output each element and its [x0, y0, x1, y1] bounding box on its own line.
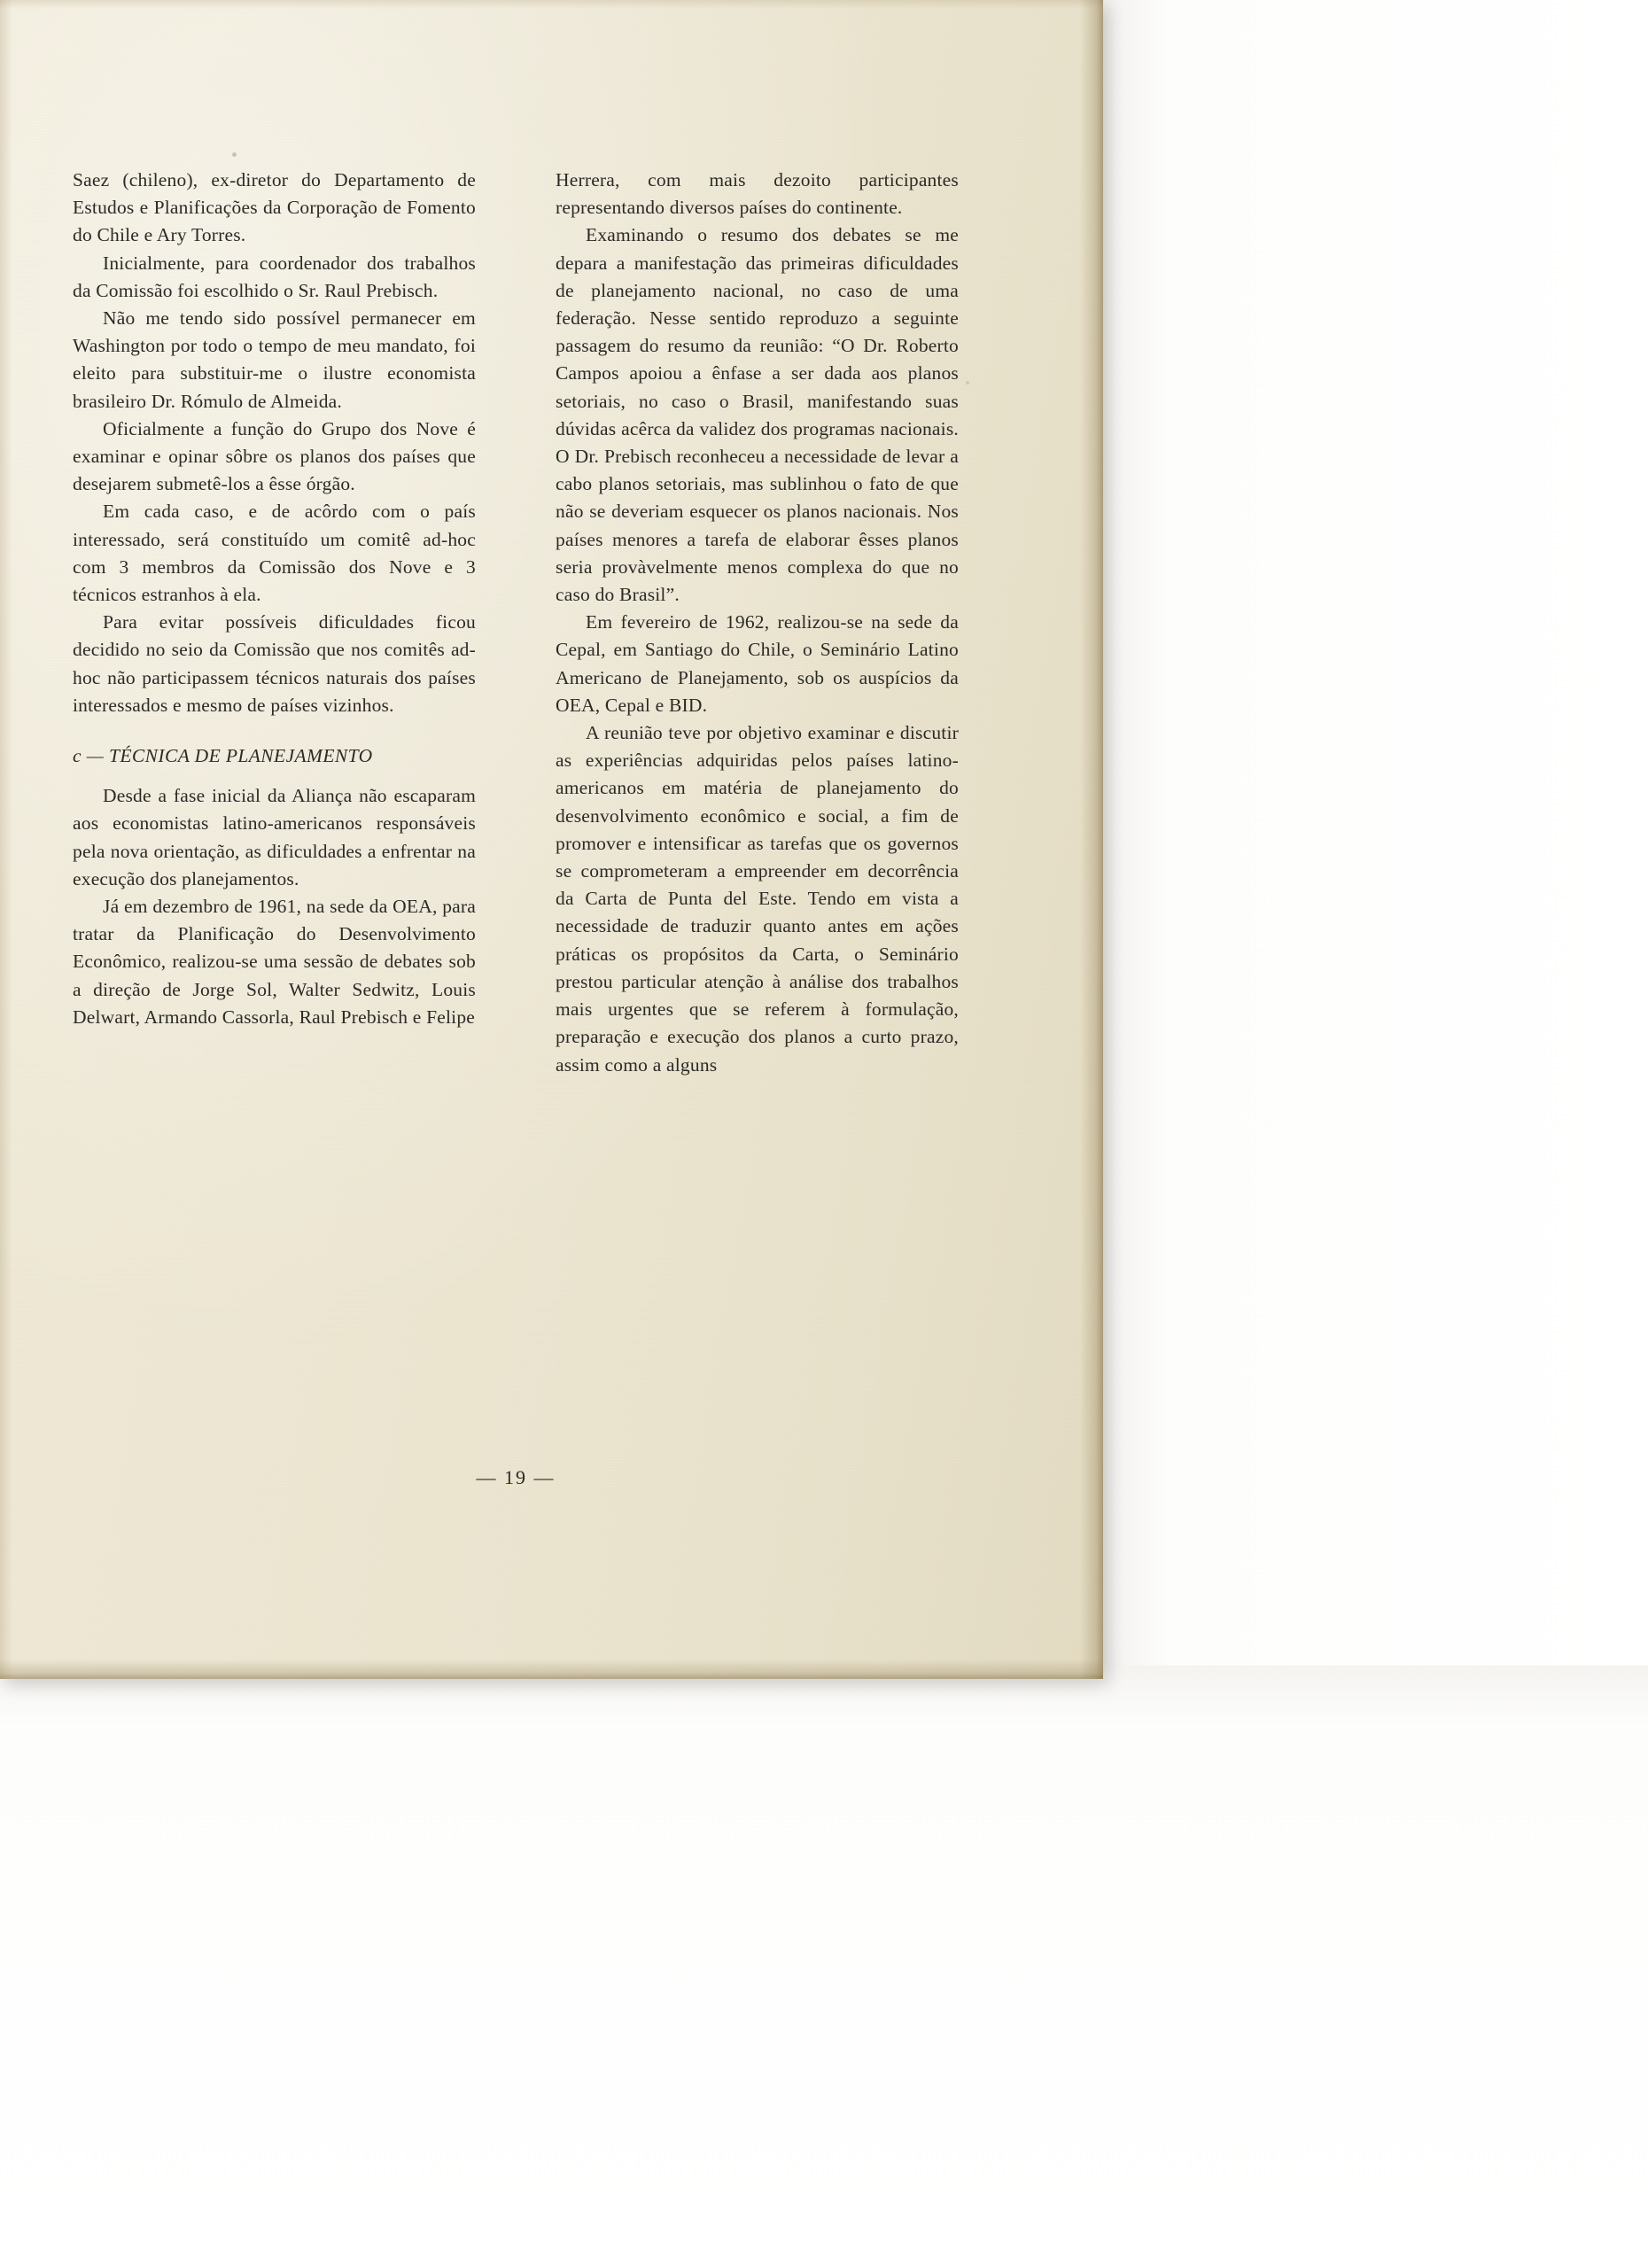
page-edge-right: [1080, 0, 1103, 1679]
section-dash: —: [86, 745, 105, 767]
page-edge-top: [0, 0, 1103, 9]
paragraph: A reunião teve por objetivo examinar e discutir as experiências adquiridas pelos países latino-americanos em matéria de planejamento do desenvolvimento econômico e social, a fim de promover e intensificar as tarefas que os governos se comprometeram a empreender em decorrência da Carta de Punta del Este. Tendo em vista a necessidade de traduzir quanto antes em ações práticas os propósitos da Carta, o Seminário prestou particular atenção à análise dos trabalhos mais urgentes que se referem à formulação, preparação e execução dos planos a curto prazo, assim como a alguns: [556, 722, 959, 1076]
paragraph: Herrera, com mais dezoito participantes representando diversos países do continente.: [556, 169, 959, 219]
paragraph: Examinando o resumo dos debates se me depara a manifestação das primeiras dificuldades de planejamento nacional, no caso de uma federação. Nesse sentido reproduzo a seguinte passagem do resumo da reunião: “O Dr. Roberto Campos apoiou a ênfase a ser dada aos planos setoriais, no caso o Brasil, manifestando suas dúvidas acêrca da validez dos programas nacionais. O Dr. Prebisch reconheceu a necessidade de levar a cabo planos setoriais, mas sublinhou o fato de que não se deveriam esquecer os planos nacionais. Nos países menores a tarefa de elaborar êsses planos seria provàvelmente menos complexa do que no caso do Brasil”.: [556, 224, 959, 606]
page-number: — 19 —: [476, 1466, 556, 1488]
paragraph: Já em dezembro de 1961, na sede da OEA, para tratar da Planificação do Desenvolvimento Econômico, realizou-se uma sessão de debates sob a direção de Jorge Sol, Walter Sedwitz, Louis Delwart, Armando Cassorla, Raul Prebisch e Felipe: [73, 896, 476, 1028]
section-heading: [73, 742, 476, 770]
paragraph: Inicialmente, para coordenador dos trabalhos da Comissão foi escolhido o Sr. Raul Prebisch.: [73, 252, 476, 301]
paragraph: Oficialmente a função do Grupo dos Nove é examinar e opinar sôbre os planos dos países que desejarem submetê-los a êsse órgão.: [73, 417, 476, 495]
paragraph: Desde a fase inicial da Aliança não escaparam aos economistas latino-americanos responsáveis pela nova orientação, as dificuldades a enfrentar na execução dos planejamentos.: [73, 785, 476, 889]
paragraph: Para evitar possíveis dificuldades ficou decidido no seio da Comissão que nos comitês ad-hoc não participassem técnicos naturais dos países interessados e mesmo de países vizinhos.: [73, 611, 476, 716]
paper-speck: [232, 152, 237, 157]
paragraph: Saez (chileno), ex-diretor do Departamento de Estudos e Planificações da Corporação de Fomento do Chile e Ary Torres.: [73, 169, 476, 246]
page-edge-left: [0, 0, 12, 1679]
paragraph: Em cada caso, e de acôrdo com o país interessado, será constituído um comitê ad-hoc com 3 membros da Comissão dos Nove e 3 técnicos estranhos à ela.: [73, 501, 476, 606]
page-edge-bottom: [0, 1659, 1103, 1679]
column-right: [556, 167, 959, 1079]
paragraph: Não me tendo sido possível permanecer em Washington por todo o tempo de meu mandato, foi eleito para substituir-me o ilustre economista brasileiro Dr. Rómulo de Almeida.: [73, 307, 476, 412]
article-body: [73, 167, 959, 1433]
paper-speck: [966, 381, 969, 384]
section-marker: c: [73, 745, 82, 767]
scanner-shade-bottom: [0, 1666, 1648, 2268]
paragraph: Em fevereiro de 1962, realizou-se na sede da Cepal, em Santiago do Chile, o Seminário Latino Americano de Planejamento, sob os auspícios da OEA, Cepal e BID.: [556, 611, 959, 716]
scanned-page: [0, 0, 1103, 1679]
section-title: TÉCNICA DE PLANEJAMENTO: [109, 745, 373, 767]
column-left: [73, 167, 476, 1031]
